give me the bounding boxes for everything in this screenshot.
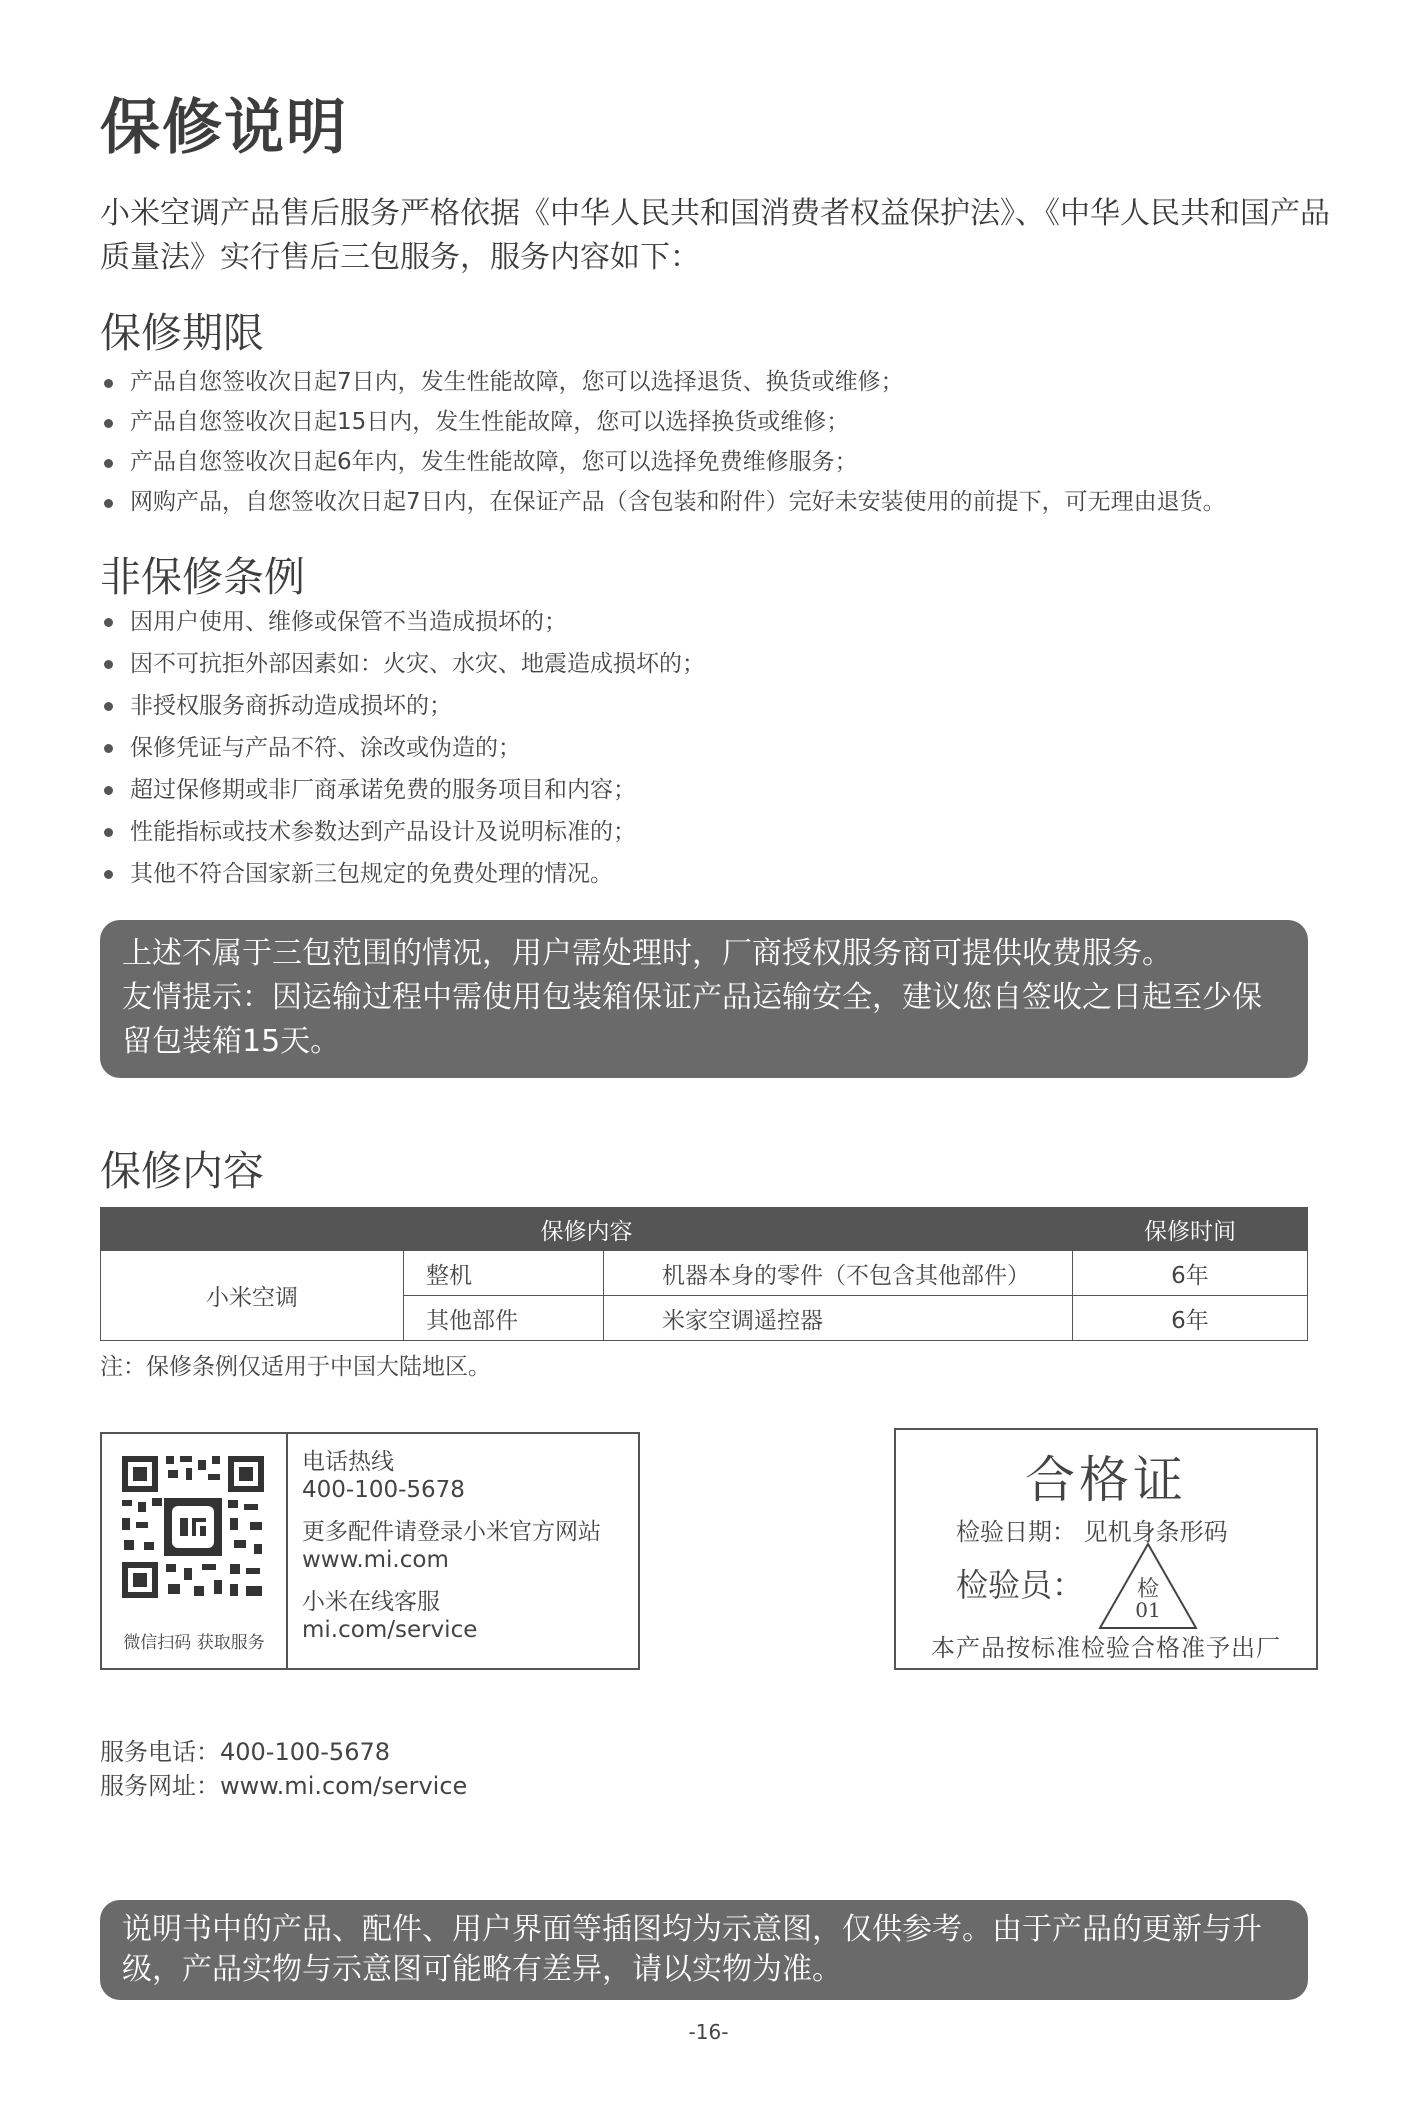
list-item: 产品自您签收次日起6年内，发生性能故障，您可以选择免费维修服务；	[100, 442, 1340, 482]
desc-cell: 米家空调遥控器	[604, 1296, 1073, 1341]
stamp-number: 01	[1135, 1598, 1161, 1622]
list-item: 其他不符合国家新三包规定的免费处理的情况。	[100, 853, 1340, 895]
page-title: 保修说明	[100, 93, 348, 163]
inspection-stamp-icon	[1096, 1540, 1200, 1632]
notice-box	[100, 920, 1308, 1078]
non-warranty-heading: 非保修条例	[100, 553, 305, 601]
service-phone: 服务电话：400-100-5678	[100, 1738, 391, 1766]
inspection-date-value: 见机身条形码	[1083, 1518, 1228, 1546]
service-card	[100, 1432, 640, 1670]
website-link[interactable]: www.mi.com	[302, 1547, 449, 1573]
qr-code-icon[interactable]	[118, 1452, 268, 1602]
inspection-date-label: 检验日期：	[956, 1518, 1076, 1546]
non-warranty-list	[100, 601, 1340, 895]
part-cell: 其他部件	[404, 1296, 604, 1341]
stamp-char: 检	[1136, 1577, 1159, 1602]
accessories-label: 更多配件请登录小米官方网站	[302, 1519, 601, 1545]
time-cell: 6年	[1073, 1251, 1308, 1296]
intro-paragraph: 小米空调产品售后服务严格依据《中华人民共和国消费者权益保护法》、《中华人民共和国产品质量法》实行售后三包服务，服务内容如下：	[100, 196, 1330, 275]
table-header-time: 保修时间	[1073, 1208, 1308, 1251]
hotline-label: 电话热线	[302, 1449, 394, 1475]
online-service-label: 小米在线客服	[302, 1589, 440, 1615]
product-cell: 小米空调	[101, 1251, 404, 1341]
qr-column	[102, 1434, 288, 1668]
qr-caption: 微信扫码 获取服务	[123, 1633, 265, 1653]
service-details	[302, 1448, 601, 1658]
service-url: 服务网址：www.mi.com/service	[100, 1772, 468, 1800]
time-cell: 6年	[1073, 1296, 1308, 1341]
part-cell: 整机	[404, 1251, 604, 1296]
list-item: 产品自您签收次日起15日内，发生性能故障，您可以选择换货或维修；	[100, 402, 1340, 442]
online-service-link[interactable]: mi.com/service	[302, 1617, 478, 1643]
list-item: 网购产品，自您签收次日起7日内，在保证产品（含包装和附件）完好未安装使用的前提下，可无理由退货。	[100, 482, 1340, 522]
notice-line-1: 上述不属于三包范围的情况，用户需处理时，厂商授权服务商可提供收费服务。	[122, 936, 1172, 971]
list-item: 保修凭证与产品不符、涂改或伪造的；	[100, 727, 1340, 769]
list-item: 性能指标或技术参数达到产品设计及说明标准的；	[100, 811, 1340, 853]
certificate-title: 合格证	[1025, 1451, 1187, 1509]
region-note: 注：保修条例仅适用于中国大陆地区。	[100, 1354, 491, 1380]
table-row	[101, 1251, 1308, 1296]
certificate-footer: 本产品按标准检验合格准予出厂	[931, 1634, 1281, 1662]
hotline-number[interactable]: 400-100-5678	[302, 1477, 465, 1503]
list-item: 非授权服务商拆动造成损坏的；	[100, 685, 1340, 727]
warranty-content-heading: 保修内容	[100, 1147, 264, 1195]
list-item: 产品自您签收次日起7日内，发生性能故障，您可以选择退货、换货或维修；	[100, 362, 1340, 402]
list-item: 超过保修期或非厂商承诺免费的服务项目和内容；	[100, 769, 1340, 811]
warranty-period-heading: 保修期限	[100, 309, 264, 357]
list-item: 因不可抗拒外部因素如：火灾、水灾、地震造成损坏的；	[100, 643, 1340, 685]
notice-line-2: 友情提示：因运输过程中需使用包装箱保证产品运输安全，建议您自签收之日起至少保留包装箱15天。	[122, 980, 1262, 1059]
warranty-table	[100, 1207, 1308, 1341]
list-item: 因用户使用、维修或保管不当造成损坏的；	[100, 601, 1340, 643]
inspector-label: 检验员：	[956, 1566, 1085, 1604]
disclaimer-text: 说明书中的产品、配件、用户界面等插图均为示意图，仅供参考。由于产品的更新与升级，产品实物与示意图可能略有差异，请以实物为准。	[122, 1912, 1262, 1987]
disclaimer-box	[100, 1900, 1308, 2000]
page-number: -16-	[688, 2020, 729, 2044]
warranty-period-list	[100, 362, 1340, 522]
certificate-box	[894, 1428, 1318, 1670]
table-header-content: 保修内容	[101, 1208, 1073, 1251]
desc-cell: 机器本身的零件（不包含其他部件）	[604, 1251, 1073, 1296]
